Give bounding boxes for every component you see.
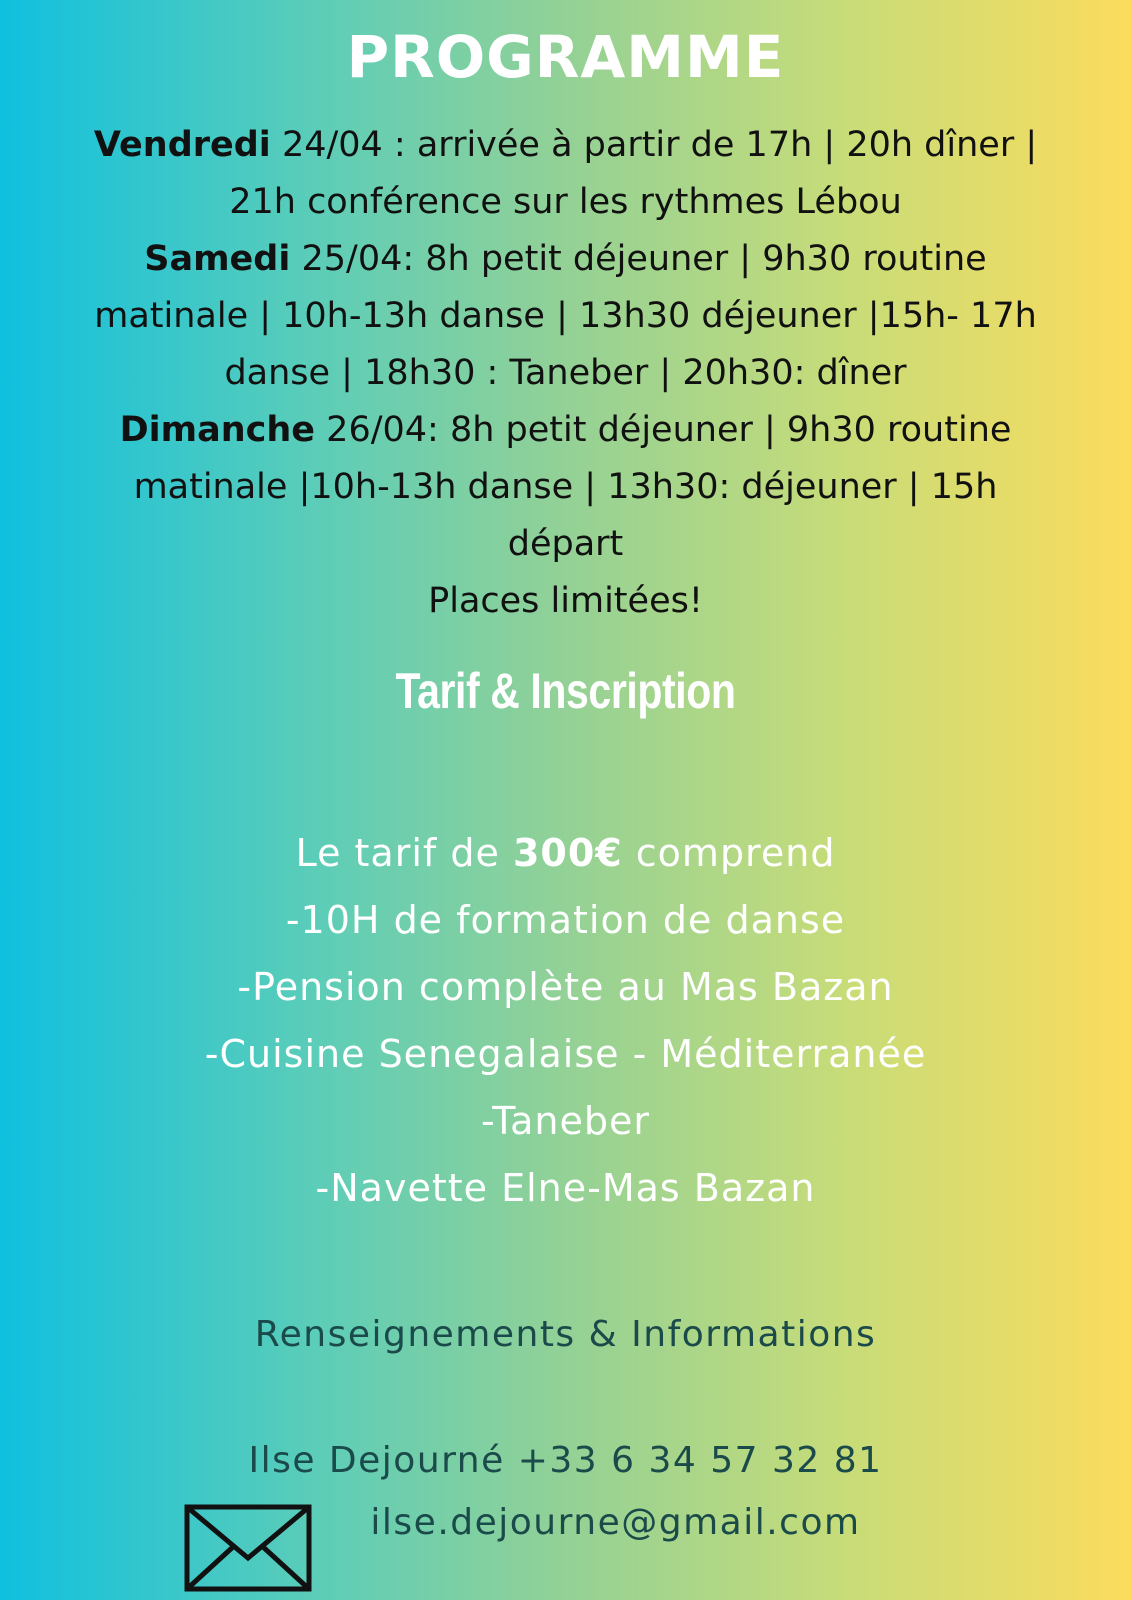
day-text: 25/04: 8h petit déjeuner | 9h30 routine [290, 239, 987, 279]
tarif-list [0, 820, 1131, 1222]
tarif-item: -10H de formation de danse [285, 898, 846, 942]
tarif-item: -Pension complète au Mas Bazan [237, 965, 894, 1009]
contact-name-phone[interactable]: Ilse Dejourné +33 6 34 57 32 81 [248, 1440, 883, 1481]
day-text: 24/04 : arrivée à partir de 17h | 20h dîner | [270, 125, 1038, 165]
programme-day-saturday [30, 231, 1101, 402]
day-text: départ [507, 524, 624, 564]
programme-day-sunday [30, 402, 1101, 573]
tarif-item: -Navette Elne-Mas Bazan [315, 1166, 816, 1210]
page-title: PROGRAMME [346, 23, 785, 91]
day-name: Samedi [144, 239, 291, 279]
day-text: matinale | 10h-13h danse | 13h30 déjeuner |15h- 17h [94, 296, 1037, 336]
programme-section [30, 117, 1101, 630]
day-text: danse | 18h30 : Taneber | 20h30: dîner [224, 353, 907, 393]
places-note: Places limitées! [428, 581, 703, 621]
tarif-intro-prefix: Le tarif de [295, 831, 513, 875]
day-name: Vendredi [93, 125, 271, 165]
tarif-item: -Taneber [480, 1099, 651, 1143]
tarif-item: -Cuisine Senegalaise - Méditerranée [204, 1032, 927, 1076]
tarif-price: 300€ [512, 831, 623, 875]
tarif-intro-suffix: comprend [622, 831, 836, 875]
tarif-intro [0, 820, 1131, 887]
contact-email[interactable]: ilse.dejourne@gmail.com [370, 1502, 861, 1543]
tarif-title: Tarif & Inscription [395, 663, 736, 719]
contact-title: Renseignements & Informations [254, 1314, 877, 1355]
day-text: 21h conférence sur les rythmes Lébou [229, 182, 902, 222]
programme-day-friday [30, 117, 1101, 231]
day-text: matinale |10h-13h danse | 13h30: déjeuner | 15h [133, 467, 998, 507]
day-name: Dimanche [119, 410, 316, 450]
day-text: 26/04: 8h petit déjeuner | 9h30 routine [315, 410, 1012, 450]
